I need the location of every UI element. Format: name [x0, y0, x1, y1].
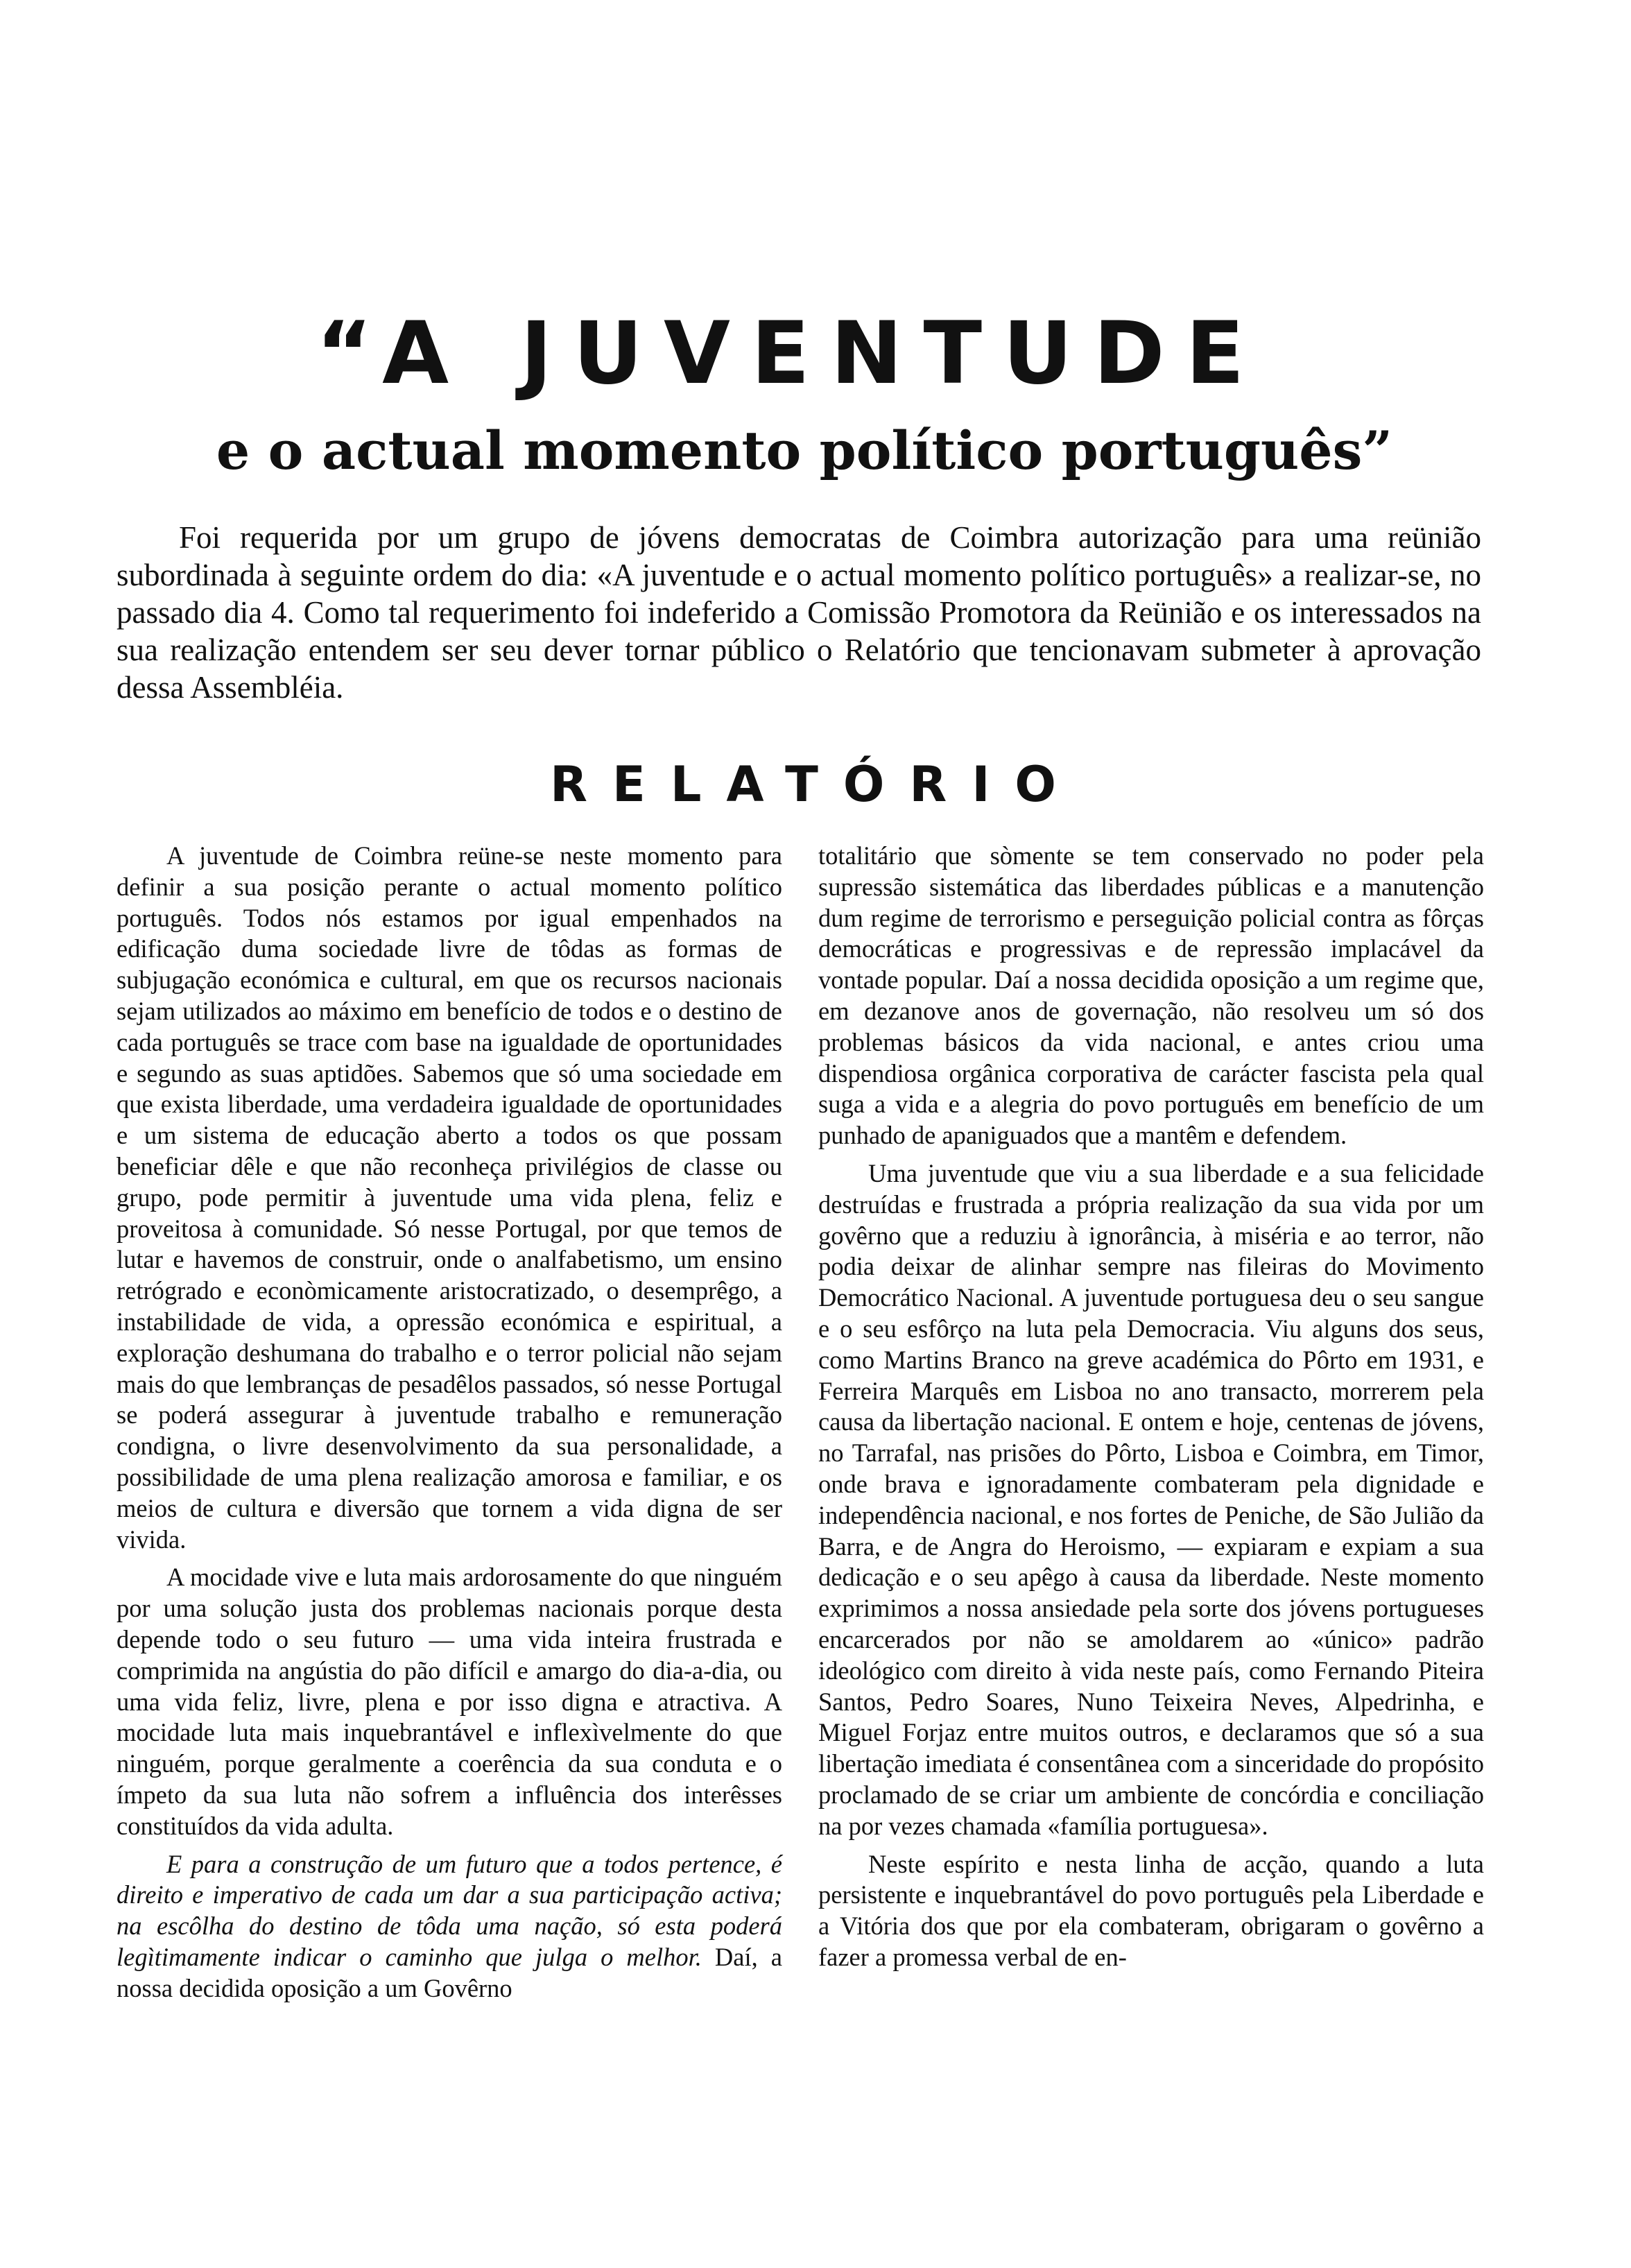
left-paragraph-2: A mocidade vive e luta mais ardorosamente do que ninguém por uma solução justa dos problemas nacionais porque desta depende todo o seu futuro — uma vida inteira frustrada e comprimida na angústia do pão difícil e amargo do dia-a-dia, ou uma vida feliz, livre, plena e por isso digna e atractiva. A mocidade luta mais inquebrantável e inflexìvelmente do que ninguém, porque geralmente a coerência da sua conduta e o ímpeto da sua luta não sofrem a influência dos interêsses constituídos da vida adulta. [116, 1563, 782, 1840]
left-paragraph-3-italic: E para a construção de um futuro que a todos pertence, é direito e imperativo de cada um dar a sua participação activa; na escôlha do destino de tôda uma nação, só esta poderá legìtimamente indicar o caminho que julga o melhor. [116, 1849, 782, 1971]
intro-paragraph: Foi requerida por um grupo de jóvens democratas de Coimbra autorização para uma reünião subordinada à seguinte ordem do dia: «A juventude e o actual momento político português» a realizar-se, no passado dia 4. Como tal requerimento foi indeferido a Comissão Promotora da Reünião e os interessados na sua realização entendem ser seu dever tornar público o Relatório que tencionavam submeter à aprovação dessa Assembléia. [116, 520, 1481, 705]
left-column [116, 841, 782, 2011]
title-subtitle: e o actual momento político português” [216, 420, 1393, 481]
right-paragraph-3: Neste espírito e nesta linha de acção, quando a luta persistente e inquebrantável do povo português pela Liberdade e a Vitória dos que por ela combateram, obrigaram o govêrno a fazer a promessa verbal de en- [818, 1849, 1484, 1971]
right-paragraph-1: totalitário que sòmente se tem conservado no poder pela supressão sistemática das liberdades públicas e a manutenção dum regime de terrorismo e perseguição policial contra as fôrças democráticas e progressivas e de repressão implacável da vontade popular. Daí a nossa decidida oposição a um regime que, em dezanove anos de governação, não resolveu um só dos problemas básicos da vida nacional, e antes criou uma dispendiosa orgânica corporativa de carácter fascista pela qual suga a vida e a alegria do povo português em benefício de um punhado de apaniguados que a mantêm e defendem. [818, 841, 1484, 1150]
section-heading-relatorio: RELATÓRIO [550, 756, 1081, 813]
title-main: “A JUVENTUDE [316, 304, 1266, 404]
left-paragraph-1: A juventude de Coimbra reüne-se neste momento para definir a sua posição perante o actual momento político português. Todos nós estamos por igual empenhados na edificação duma sociedade livre de tôdas as formas de subjugação económica e cultural, em que os recursos nacionais sejam utilizados ao máximo em benefício de todos e o destino de cada português se trace com base na igualdade de oportunidades e segundo as suas aptidões. Sabemos que só uma sociedade em que exista liberdade, uma verdadeira igualdade de oportunidades e um sistema de educação aberto a todos os que possam beneficiar dêle e que não reconheça privilégios de classe ou grupo, pode permitir à juventude uma vida plena, feliz e proveitosa à comunidade. Só nesse Portugal, por que temos de lutar e havemos de construir, onde o analfabetismo, um ensino retrógrado e econòmicamente aristocratizado, o desemprêgo, a instabilidade de vida, a opressão económica e espiritual, a exploração deshumana do trabalho e o terror policial não sejam mais do que lembranças de pesadêlos passados, só nesse Portugal se poderá assegurar à juventude trabalho e remuneração condigna, o livre desenvolvimento da sua personalidade, a possibilidade de uma plena realização amorosa e familiar, e os meios de cultura e diversão que tornem a vida digna de ser vivida. [116, 841, 782, 1554]
right-paragraph-2: Uma juventude que viu a sua liberdade e a sua felicidade destruídas e frustrada a própria realização da sua vida por um govêrno que a reduziu à ignorância, à miséria e ao terror, não podia deixar de alinhar sempre nas fileiras do Movimento Democrático Nacional. A juventude portuguesa deu o seu sangue e o seu esfôrço na luta pela Democracia. Viu alguns dos seus, como Martins Branco na greve académica do Pôrto em 1931, e Ferreira Marquês em Lisboa no ano transacto, morrerem pela causa da libertação nacional. E ontem e hoje, centenas de jóvens, no Tarrafal, nas prisões do Pôrto, Lisboa e Coimbra, em Timor, onde brava e ignoradamente combateram pela dignidade e independência nacional, e nos fortes de Peniche, de São Julião da Barra, e de Angra do Heroismo, — expiaram e expiam a sua dedicação e o seu apêgo à causa da liberdade. Neste momento exprimimos a nossa ansiedade pela sorte dos jóvens portugueses encarcerados por não se amoldarem ao «único» padrão ideológico com direito à vida neste país, como Fernando Piteira Santos, Pedro Soares, Nuno Teixeira Neves, Alpedrinha, e Miguel Forjaz entre muitos outros, e declaramos que só a sua libertação imediata é consentânea com a sinceridade do propósito proclamado de se criar um ambiente de concórdia e conciliação na por vezes chamada «família portuguesa». [818, 1158, 1484, 1840]
left-paragraph-3-tail: Daí, a nossa decidida oposição a um Govêrno [116, 1942, 782, 2002]
right-column [818, 841, 1484, 1980]
left-paragraph-3 [116, 1849, 782, 2004]
